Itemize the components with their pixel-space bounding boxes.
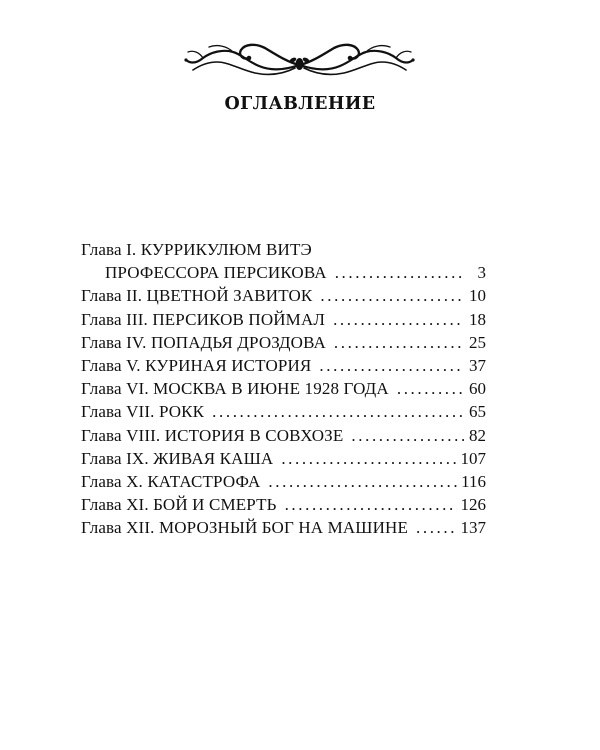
toc-chapter-title: ИСТОРИЯ В СОВХОЗЕ: [164, 425, 344, 445]
toc-entry-title: [81, 354, 311, 377]
toc-chapter-number: Глава IV.: [81, 332, 147, 352]
toc-chapter-title: ПЕРСИКОВ ПОЙМАЛ: [152, 309, 326, 329]
dot-leader: [281, 447, 456, 470]
toc-page-number: 126: [460, 495, 486, 515]
toc-page-number: 107: [460, 448, 486, 468]
toc-entry-continuation[interactable]: [81, 261, 486, 284]
toc-chapter-number: Глава VI.: [81, 379, 149, 399]
toc-entry-title: [81, 447, 273, 470]
toc-entry-title: [81, 284, 312, 307]
toc-chapter-title: МОРОЗНЫЙ БОГ НА МАШИНЕ: [158, 518, 408, 538]
toc-entry[interactable]: [81, 354, 486, 377]
dot-leader: [212, 400, 464, 423]
toc-page-number: 25: [469, 332, 486, 352]
toc-entry-title: [81, 331, 326, 354]
dot-leader: [416, 516, 457, 539]
toc-entry[interactable]: [81, 516, 486, 539]
toc-entry-title: [81, 493, 277, 516]
toc-entry-title: [81, 238, 312, 261]
dot-leader: [333, 308, 464, 331]
toc-entry[interactable]: [81, 331, 486, 354]
dot-leader: [334, 331, 464, 354]
toc-chapter-number: Глава II.: [81, 286, 143, 306]
toc-entry-title: [81, 400, 204, 423]
toc-entry[interactable]: [81, 284, 486, 307]
toc-entry[interactable]: [81, 400, 486, 423]
toc-chapter-title: ПОПАДЬЯ ДРОЗДОВА: [150, 332, 326, 352]
dot-leader: [397, 377, 464, 400]
toc-page-number: 37: [469, 356, 486, 376]
toc-page-number: 3: [477, 263, 486, 283]
toc-entry-title: [81, 424, 343, 447]
toc-chapter-title: КУРИНАЯ ИСТОРИЯ: [145, 356, 312, 376]
toc-page-number: 137: [460, 518, 486, 538]
toc-chapter-title: ЦВЕТНОЙ ЗАВИТОК: [146, 286, 313, 306]
dot-leader: [268, 470, 457, 493]
toc-chapter-title: ЖИВАЯ КАША: [153, 448, 274, 468]
toc-entry[interactable]: [81, 470, 486, 493]
table-of-contents: [81, 238, 486, 540]
toc-chapter-title: ПРОФЕССОРА ПЕРСИКОВА: [105, 263, 327, 283]
toc-entry[interactable]: [81, 377, 486, 400]
toc-chapter-number: Глава V.: [81, 356, 141, 376]
toc-chapter-number: Глава VIII.: [81, 425, 161, 445]
toc-entry-title: [81, 470, 260, 493]
toc-entry[interactable]: [81, 447, 486, 470]
toc-chapter-title: МОСКВА В ИЮНЕ 1928 ГОДА: [153, 379, 389, 399]
toc-chapter-number: Глава XII.: [81, 518, 155, 538]
dot-leader: [335, 261, 464, 284]
toc-chapter-title: РОКК: [158, 402, 205, 422]
toc-entry-title: [81, 377, 389, 400]
dot-leader: [351, 424, 464, 447]
toc-page-number: 18: [469, 309, 486, 329]
toc-entry[interactable]: [81, 238, 486, 261]
toc-chapter-title: КУРРИКУЛЮМ ВИТЭ: [140, 240, 312, 259]
toc-chapter-title: БОЙ И СМЕРТЬ: [153, 495, 277, 515]
toc-chapter-number: Глава XI.: [81, 495, 149, 515]
toc-chapter-number: Глава I.: [81, 240, 137, 259]
toc-page-number: 65: [469, 402, 486, 422]
toc-chapter-title: КАТАСТРОФА: [147, 472, 261, 492]
toc-entry[interactable]: [81, 308, 486, 331]
toc-page-number: 116: [461, 472, 486, 492]
dot-leader: [320, 284, 464, 307]
toc-heading: ОГЛАВЛЕНИЕ: [224, 94, 376, 114]
toc-entry[interactable]: [81, 493, 486, 516]
toc-chapter-number: Глава X.: [81, 472, 143, 492]
dot-leader: [319, 354, 464, 377]
toc-chapter-number: Глава IX.: [81, 448, 149, 468]
toc-chapter-number: Глава III.: [81, 309, 148, 329]
dot-leader: [285, 493, 457, 516]
toc-entry[interactable]: [81, 424, 486, 447]
toc-entry-title: [81, 516, 408, 539]
toc-page-number: 10: [469, 286, 486, 306]
floral-flourish-icon: [183, 38, 416, 78]
toc-chapter-number: Глава VII.: [81, 402, 155, 422]
toc-page-number: 82: [469, 425, 486, 445]
toc-entry-title: [81, 308, 325, 331]
toc-page-number: 60: [469, 379, 486, 399]
